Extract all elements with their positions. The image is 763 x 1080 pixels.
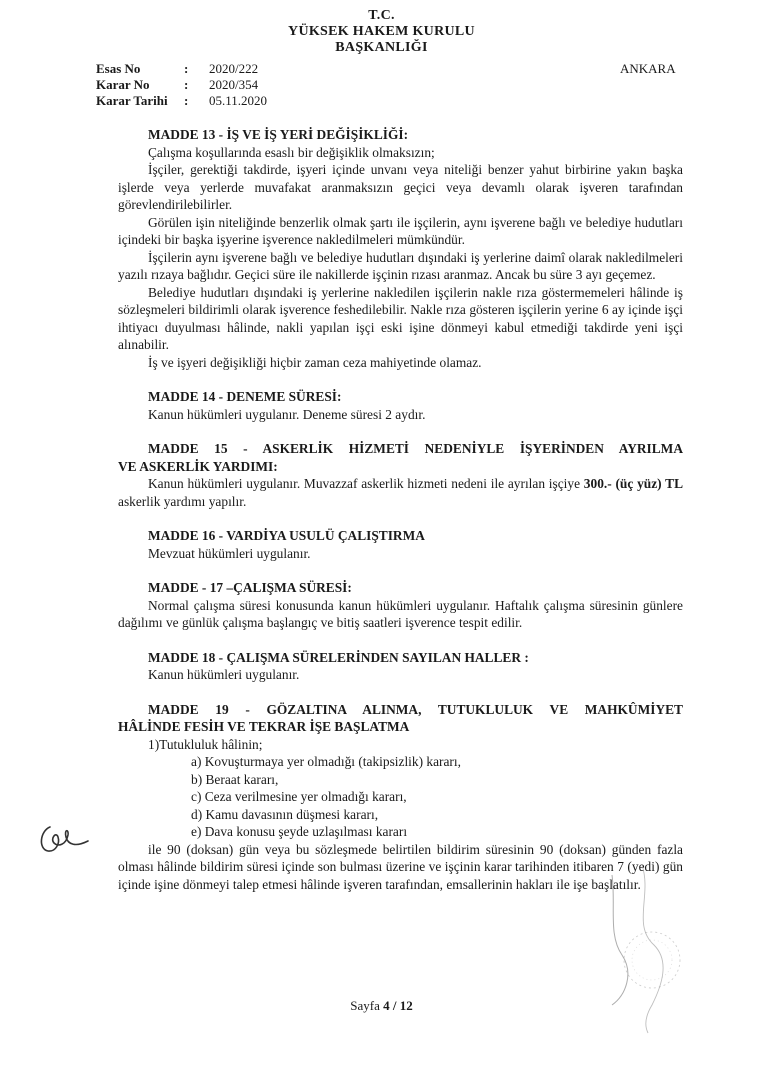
case-meta: [96, 61, 267, 109]
tarih-row: [96, 93, 267, 109]
page-number: 4 / 12: [383, 998, 413, 1013]
m19-item-e: e) Dava konusu şeyde uzlaşılması kararı: [191, 824, 408, 839]
tarih-label: Karar Tarihi: [96, 93, 168, 108]
page-footer: [0, 998, 763, 1014]
m14-title: MADDE 14 - DENEME SÜRESİ:: [148, 389, 342, 404]
m19-intro: 1)Tutukluluk hâlinin;: [148, 736, 263, 752]
document-body: [118, 126, 683, 893]
m15-amount-words: (üç yüz) TL: [615, 476, 683, 491]
karar-value: 2020/354: [209, 77, 259, 92]
m15-amount: 300.-: [583, 476, 612, 491]
m17-title: MADDE - 17 –ÇALIŞMA SÜRESİ:: [148, 580, 352, 595]
m19-item-d: d) Kamu davasının düşmesi kararı,: [191, 806, 379, 822]
m13-p2: İşçiler, gerektiği takdirde, işyeri içinde unvanı veya niteliği benzer yahut birbirine yakın başka işlerde veya yerlerde muvafakat aranmaksızın geçici veya devamlı olarak işveren tarafından görevlendirilebilirler.: [118, 162, 683, 212]
karar-row: [96, 77, 267, 93]
m19-item-b: b) Beraat kararı,: [191, 771, 279, 787]
m15-p1-text-b: askerlik yardımı yapılır.: [118, 493, 247, 509]
m16-title: MADDE 16 - VARDİYA USULÜ ÇALIŞTIRMA: [148, 528, 425, 543]
spacer: [118, 562, 683, 579]
tarih-value: 05.11.2020: [209, 93, 268, 108]
esas-colon: :: [184, 61, 189, 76]
spacer: [118, 684, 683, 701]
m14-p1: Kanun hükümleri uygulanır. Deneme süresi 2 aydır.: [148, 406, 426, 422]
m15-p1: [118, 475, 683, 510]
m16-p1: Mevzuat hükümleri uygulanır.: [148, 545, 311, 561]
spacer: [118, 510, 683, 527]
header-institution: YÜKSEK HAKEM KURULU: [288, 24, 475, 39]
handwritten-initials: [36, 815, 96, 859]
spacer: [118, 632, 683, 649]
m15-title-line2: VE ASKERLİK YARDIMI:: [118, 458, 278, 474]
m19-p1: ile 90 (doksan) gün veya bu sözleşmede belirtilen bildirim süresinin 90 (doksan) günden fazla olması hâlinde bildirim süresi içinde son bulması üzerine ve işçinin karar tarihinden itibaren 7 (yedi) gün içinde işine dönmeyi talep etmesi hâlinde işveren tarafından, emsallerinin hakları ile işe başlatılır.: [118, 841, 683, 892]
m17-p1: Normal çalışma süresi konusunda kanun hükümleri uygulanır. Haftalık çalışma süresinin günlere dağılımı ve günlük çalışma başlangıç ve bitiş saatleri işverence tespit edilir.: [118, 597, 683, 630]
m13-p1: Çalışma koşullarında esaslı bir değişiklik olmaksızın;: [148, 144, 435, 160]
karar-colon: :: [184, 77, 189, 92]
m15-p1-text-a: Kanun hükümleri uygulanır. Muvazzaf askerlik hizmeti nedeni ile ayrılan işçiye: [148, 476, 584, 491]
m13-p4: İşçilerin aynı işverene bağlı ve belediye hudutları dışındaki iş yerlerine daimî olarak nakledilmeleri yazılı rızaya bağlıdır. Geçici süre ile nakillerde işçinin rızası aranmaz. Ancak bu süre 3 ayı geçemez.: [118, 249, 683, 282]
esas-row: [96, 61, 267, 77]
esas-label: Esas No: [96, 61, 141, 76]
spacer: [118, 423, 683, 440]
m19-title-line2: HÂLİNDE FESİH VE TEKRAR İŞE BAŞLATMA: [118, 719, 410, 734]
m13-p5: Belediye hudutları dışındaki iş yerlerine nakledilen işçilerin nakle rıza göstermemeleri hâlinde iş sözleşmeleri bildirimli olarak işverence feshedilebilir. Nakle rıza gösteren işçilerin yerine 6 ay içinde işçi ihtiyacı duyulması hâlinde, nakli yapılan işçi eski işine dönmeyi kabul etmediği takdirde yeni işçi alınabilir.: [118, 284, 683, 352]
m18-title: MADDE 18 - ÇALIŞMA SÜRELERİNDEN SAYILAN HALLER :: [148, 649, 529, 665]
m13-p3: Görülen işin niteliğinde benzerlik olmak şartı ile işçilerin, aynı işverene bağlı ve belediye hudutları içindeki bir başka işyerine işverence nakledilmeleri mümkündür.: [118, 214, 683, 247]
m18-p1: Kanun hükümleri uygulanır.: [148, 667, 300, 682]
karar-label: Karar No: [96, 77, 150, 92]
m13-p6: İş ve işyeri değişikliği hiçbir zaman ceza mahiyetinde olamaz.: [148, 354, 482, 370]
city-label: ANKARA: [620, 61, 676, 76]
spacer: [118, 371, 683, 388]
esas-value: 2020/222: [209, 61, 259, 76]
tarih-colon: :: [184, 93, 189, 108]
page-label: Sayfa: [350, 998, 384, 1013]
header-department: BAŞKANLIĞI: [335, 40, 428, 55]
m19-item-c: c) Ceza verilmesine yer olmadığı kararı,: [191, 789, 407, 804]
m19-title-line1: MADDE 19 - GÖZALTINA ALINMA, TUTUKLULUK VE MAHKÛMİYET: [148, 701, 683, 717]
m19-item-a: a) Kovuşturmaya yer olmadığı (takipsizlik) kararı,: [191, 754, 461, 769]
m13-title: MADDE 13 - İŞ VE İŞ YERİ DEĞİŞİKLİĞİ:: [148, 127, 409, 142]
header-tc: T.C.: [368, 8, 395, 23]
m15-title-line1: MADDE 15 - ASKERLİK HİZMETİ NEDENİYLE İŞYERİNDEN AYRILMA: [148, 441, 683, 456]
